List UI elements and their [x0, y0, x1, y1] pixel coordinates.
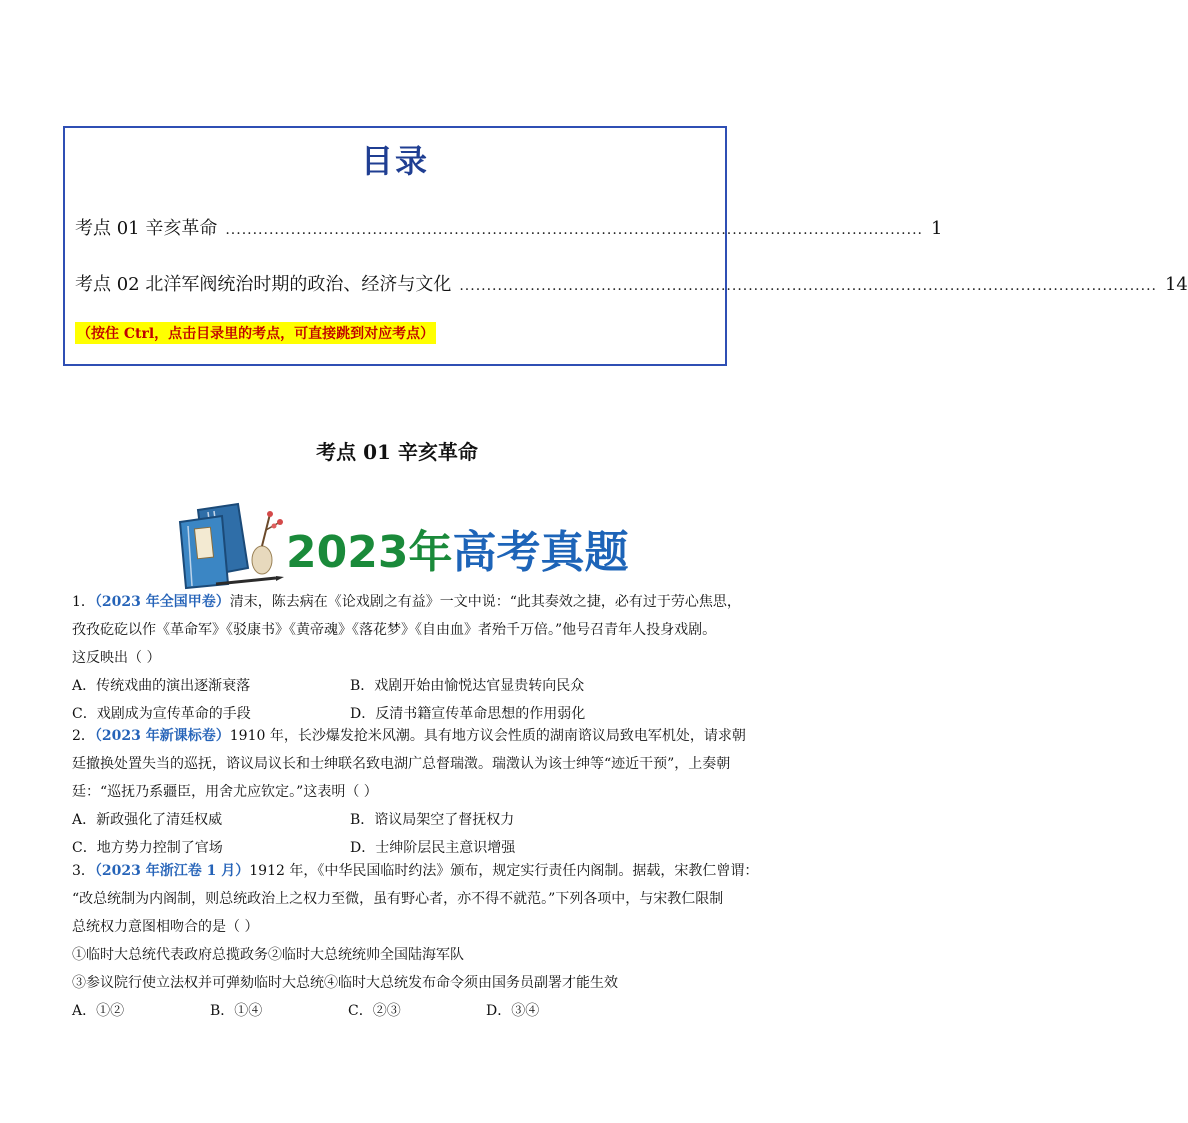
question-1 [72, 588, 741, 728]
question-text: 1912 年，《中华民国临时约法》颁布，规定实行责任内阁制。据载，宋教仁曾谓： [249, 863, 759, 879]
option-row [72, 997, 732, 1025]
option-d[interactable]: D．反清书籍宣传革命思想的作用弱化 [350, 706, 586, 722]
question-text: 清末，陈去病在《论戏剧之有益》一文中说：“此其奏效之捷，必有过于劳心焦思， [229, 594, 741, 610]
books-icon [176, 500, 286, 590]
question-text: 1910 年，长沙爆发抢米风潮。具有地方议会性质的湖南谘议局致电军机处，请求朝 [229, 728, 746, 744]
option-b[interactable]: B．戏剧开始由愉悦达官显贵转向民众 [350, 678, 585, 694]
question-line [72, 722, 746, 750]
question-number: 3． [72, 863, 95, 879]
question-line: 廷：“巡抚乃系疆臣，用舍尤应钦定。”这表明（ ） [72, 784, 378, 800]
banner-title [286, 516, 628, 580]
toc-entry-2[interactable] [75, 270, 1188, 298]
toc-hint-note: （按住 Ctrl，点击目录里的考点，可直接跳到对应考点） [75, 322, 436, 344]
banner-subtitle: 高考真题 [452, 527, 629, 578]
option-a[interactable]: A．新政强化了清廷权威 [72, 812, 223, 828]
toc-box [63, 126, 1188, 366]
question-3 [72, 857, 759, 1025]
question-number: 1． [72, 594, 95, 610]
question-number: 2． [72, 728, 95, 744]
question-source: （2023 年全国甲卷） [94, 594, 230, 610]
question-line: 这反映出（ ） [72, 650, 161, 666]
question-2 [72, 722, 746, 862]
option-c[interactable]: C．②③ [348, 1003, 401, 1019]
option-d[interactable]: D．③④ [486, 1003, 540, 1019]
toc-entry-label[interactable]: 考点 01 辛亥革命 [75, 218, 218, 239]
toc-entry-label[interactable]: 考点 02 北洋军阀统治时期的政治、经济与文化 [75, 274, 452, 295]
option-c[interactable]: C．戏剧成为宣传革命的手段 [72, 706, 251, 722]
question-line: 孜孜矻矻以作《革命军》《驳康书》《黄帝魂》《落花梦》《自由血》者殆千万倍。”他号召青年人投身戏剧。 [72, 622, 717, 638]
question-line [72, 588, 741, 616]
question-line: 总统权力意图相吻合的是（ ） [72, 919, 259, 935]
toc-entry-1[interactable] [75, 214, 943, 242]
option-b[interactable]: B．①④ [210, 1003, 263, 1019]
option-a[interactable]: A．传统戏曲的演出逐渐衰落 [72, 678, 251, 694]
option-b[interactable]: B．谘议局架空了督抚权力 [350, 812, 515, 828]
question-line: ③参议院行使立法权并可弹劾临时大总统④临时大总统发布命令须由国务员副署才能生效 [72, 975, 618, 991]
option-d[interactable]: D．士绅阶层民主意识增强 [350, 840, 516, 856]
banner-year: 2023年 [286, 527, 453, 578]
option-row [72, 672, 732, 700]
question-source: （2023 年新课标卷） [94, 728, 230, 744]
toc-leader-dots: ................................................................................................................................ [459, 278, 1157, 294]
option-a[interactable]: A．①② [72, 1003, 125, 1019]
option-c[interactable]: C．地方势力控制了官场 [72, 840, 223, 856]
toc-page-number[interactable]: 14 [1164, 274, 1188, 295]
toc-leader-dots: ................................................................................................................................ [225, 222, 923, 238]
question-line: ①临时大总统代表政府总揽政务②临时大总统统帅全国陆海军队 [72, 947, 464, 963]
banner [176, 500, 629, 590]
question-line: “改总统制为内阁制，则总统政治上之权力至微，虽有野心者，亦不得不就范。”下列各项中，与宋教仁限制 [72, 891, 724, 907]
toc-title: 目录 [360, 142, 429, 180]
section-title: 考点 01 辛亥革命 [316, 440, 478, 464]
toc-page-number[interactable]: 1 [930, 218, 943, 239]
question-line [72, 857, 759, 885]
question-source: （2023 年浙江卷 1 月） [94, 863, 250, 879]
option-row [72, 806, 732, 834]
question-line: 廷撤换处置失当的巡抚，谘议局议长和士绅联名致电湖广总督瑞澂。瑞澂认为该士绅等“迹近干预”，上奏朝 [72, 756, 731, 772]
